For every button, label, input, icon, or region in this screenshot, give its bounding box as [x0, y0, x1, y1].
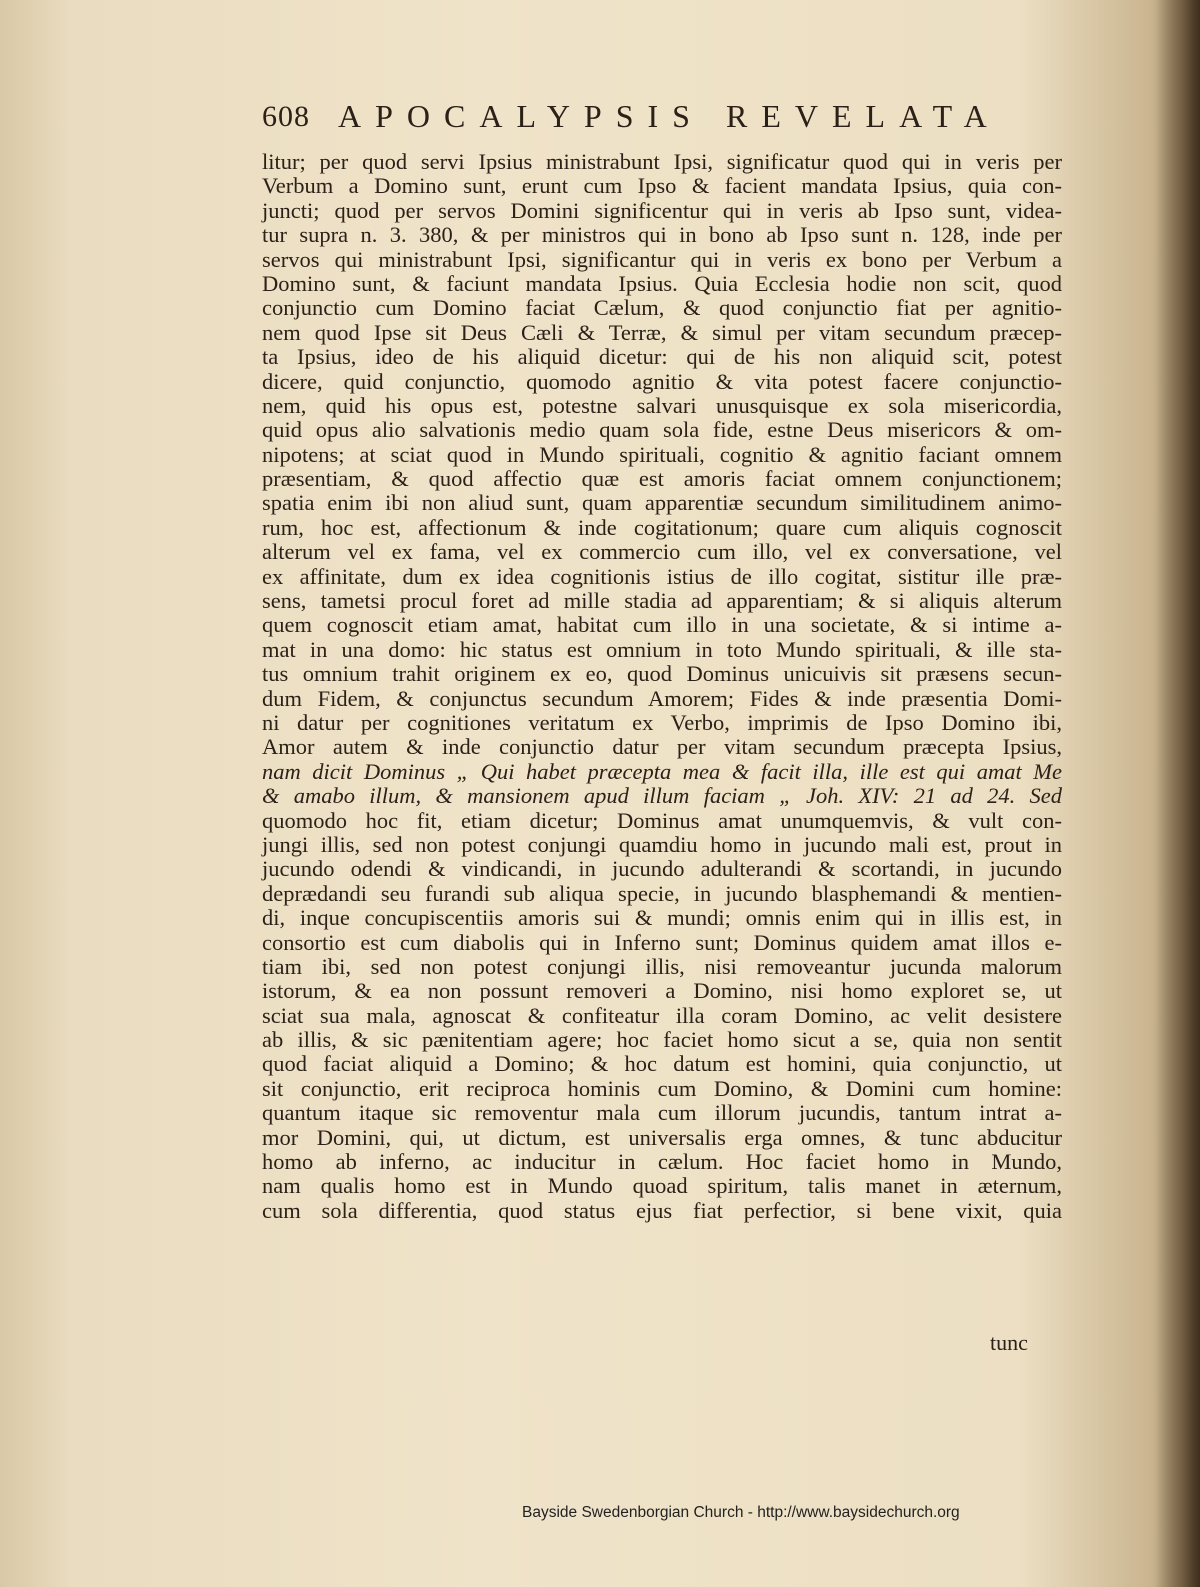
text-line: sciat sua mala, agnoscat & confiteatur illa coram Domino, ac velit desistere — [262, 1002, 1062, 1028]
text-line: præsentiam, & quod affectio quæ est amoris faciat omnem conjunctionem; — [262, 466, 1062, 492]
text-line: tiam ibi, sed non potest conjungi illis, nisi removeantur jucunda malorum — [262, 953, 1062, 979]
text-line: nam qualis homo est in Mundo quoad spiritum, talis manet in æternum, — [262, 1173, 1062, 1199]
text-line: quomodo hoc fit, etiam dicetur; Dominus amat unumquemvis, & vult con- — [262, 807, 1062, 833]
body-text — [262, 150, 1062, 1223]
text-line: quantum itaque sic removentur mala cum illorum jucundis, tantum intrat a- — [262, 1100, 1062, 1126]
text-line: ex affinitate, dum ex idea cognitionis istius de illo cogitat, sistitur ille præ- — [262, 563, 1062, 589]
text-line: ta Ipsius, ideo de his aliquid dicetur: qui de his non aliquid scit, potest — [262, 344, 1062, 370]
text-line: juncti; quod per servos Domini significentur qui in veris ab Ipso sunt, videa- — [262, 197, 1062, 223]
text-line: litur; per quod servi Ipsius ministrabunt Ipsi, significatur quod qui in veris per — [262, 149, 1062, 174]
text-line: istorum, & ea non possunt removeri a Domino, nisi homo exploret se, ut — [262, 978, 1062, 1004]
text-line: cum sola differentia, quod status ejus fiat perfectior, si bene vixit, quia — [262, 1197, 1062, 1223]
text-line: quod faciat aliquid a Domino; & hoc datum est homini, quia conjunctio, ut — [262, 1051, 1062, 1077]
page-header — [262, 96, 1032, 140]
running-title: APOCALYPSIS REVELATA — [338, 98, 1001, 134]
text-line: sens, tametsi procul foret ad mille stadia ad apparentiam; & si aliquis alterum — [262, 588, 1062, 614]
text-line: quid opus alio salvationis medio quam sola fide, estne Deus misericors & om- — [262, 417, 1062, 443]
text-line: rum, hoc est, affectionum & inde cogitationum; quare cum aliquis cognoscit — [262, 514, 1062, 540]
text-line: sit conjunctio, erit reciproca hominis cum Domino, & Domini cum homine: — [262, 1075, 1062, 1101]
page-number: 608 — [262, 100, 310, 133]
text-line: quem cognoscit etiam amat, habitat cum illo in una societate, & si intime a- — [262, 612, 1062, 638]
text-line: Verbum a Domino sunt, erunt cum Ipso & facient mandata Ipsius, quia con- — [262, 173, 1062, 199]
text-line: servos qui ministrabunt Ipsi, significantur qui in veris ex bono per Verbum a — [262, 246, 1062, 272]
text-line: jucundo odendi & vindicandi, in jucundo adulterandi & scortandi, in jucundo — [262, 856, 1062, 882]
text-line: dicere, quid conjunctio, quomodo agnitio & vita potest facere conjunctio- — [262, 368, 1062, 394]
text-line: jungi illis, sed non potest conjungi quamdiu homo in jucundo mali est, prout in — [262, 831, 1062, 857]
text-line: Amor autem & inde conjunctio datur per vitam secundum præcepta Ipsius, — [262, 734, 1062, 760]
text-line: mat in una domo: hic status est omnium in toto Mundo spirituali, & ille sta- — [262, 636, 1062, 662]
text-line: nem quod Ipse sit Deus Cæli & Terræ, & simul per vitam secundum præcep- — [262, 319, 1062, 345]
footer-credit: Bayside Swedenborgian Church - http://www.baysidechurch.org — [522, 1504, 960, 1521]
text-line: Domino sunt, & faciunt mandata Ipsius. Quia Ecclesia hodie non scit, quod — [262, 270, 1062, 296]
text-line: di, inque concupiscentiis amoris sui & mundi; omnis enim qui in illis est, in — [262, 905, 1062, 931]
text-line: tus omnium trahit originem ex eo, quod Dominus unicuivis sit præsens secun- — [262, 661, 1062, 687]
text-line: ab illis, & sic pænitentiam agere; hoc faciet homo sicut a se, quia non sentit — [262, 1027, 1062, 1053]
text-line-quotation: & amabo illum, & mansionem apud illum faciam „ Joh. XIV: 21 ad 24. Sed — [262, 783, 1062, 809]
text-line: alterum vel ex fama, vel ex commercio cum illo, vel ex conversatione, vel — [262, 539, 1062, 565]
text-line: consortio est cum diabolis qui in Inferno sunt; Dominus quidem amat illos e- — [262, 929, 1062, 955]
text-line: nipotens; at sciat quod in Mundo spirituali, cognitio & agnitio faciant omnem — [262, 441, 1062, 467]
text-line: homo ab inferno, ac inducitur in cælum. Hoc faciet homo in Mundo, — [262, 1149, 1062, 1175]
text-line: deprædandi seu furandi sub aliqua specie, in jucundo blasphemandi & mentien- — [262, 880, 1062, 906]
text-line: tur supra n. 3. 380, & per ministros qui in bono ab Ipso sunt n. 128, inde per — [262, 222, 1062, 248]
text-line: dum Fidem, & conjunctus secundum Amorem; Fides & inde præsentia Domi- — [262, 685, 1062, 711]
text-line: ni datur per cognitiones veritatum ex Verbo, imprimis de Ipso Domino ibi, — [262, 709, 1062, 735]
text-line: spatia enim ibi non aliud sunt, quam apparentiæ secundum similitudinem animo- — [262, 490, 1062, 516]
text-line: conjunctio cum Domino faciat Cælum, & quod conjunctio fiat per agnitio- — [262, 295, 1062, 321]
spine-shadow — [1156, 0, 1200, 1587]
text-line: mor Domini, qui, ut dictum, est universalis erga omnes, & tunc abducitur — [262, 1124, 1062, 1150]
catchword: tunc — [990, 1330, 1028, 1355]
text-line-quotation: nam dicit Dominus „ Qui habet præcepta mea & facit illa, ille est qui amat Me — [262, 758, 1062, 784]
text-line: nem, quid his opus est, potestne salvari unusquisque ex sola misericordia, — [262, 392, 1062, 418]
